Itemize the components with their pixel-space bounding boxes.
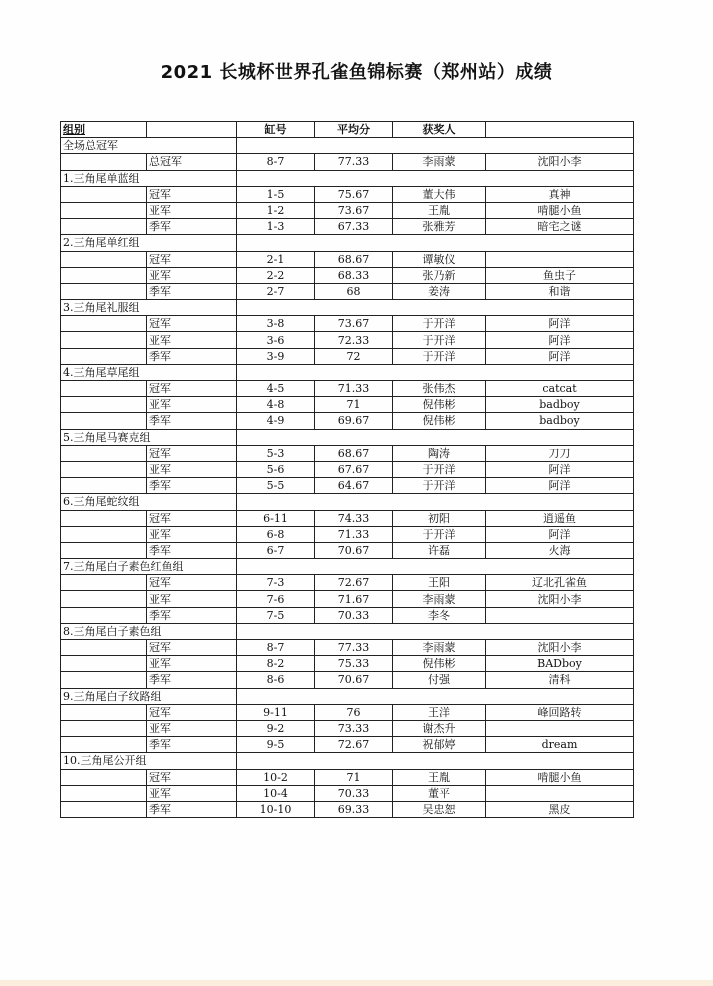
tank-cell: 9-2 <box>237 720 315 736</box>
winner-cell: 董平 <box>393 785 486 801</box>
avg-cell: 70.33 <box>315 607 393 623</box>
nickname-cell: 暗宅之谜 <box>486 219 634 235</box>
result-row <box>61 704 634 720</box>
result-row <box>61 381 634 397</box>
empty-cell <box>237 170 634 186</box>
rank-cell: 季军 <box>147 737 237 753</box>
winner-cell: 王胤 <box>393 202 486 218</box>
tank-cell: 10-10 <box>237 801 315 817</box>
nickname-cell <box>486 251 634 267</box>
nickname-cell: 啃腿小鱼 <box>486 202 634 218</box>
avg-cell: 67.33 <box>315 219 393 235</box>
winner-cell: 李冬 <box>393 607 486 623</box>
result-row <box>61 591 634 607</box>
winner-cell: 李雨蒙 <box>393 154 486 170</box>
empty-cell <box>61 769 147 785</box>
winner-cell: 谢杰升 <box>393 720 486 736</box>
empty-cell <box>61 478 147 494</box>
tank-cell: 6-7 <box>237 542 315 558</box>
result-row <box>61 672 634 688</box>
avg-cell: 72 <box>315 348 393 364</box>
tank-cell: 2-7 <box>237 283 315 299</box>
winner-cell: 王洋 <box>393 704 486 720</box>
result-row <box>61 526 634 542</box>
empty-cell <box>61 251 147 267</box>
result-row <box>61 478 634 494</box>
empty-cell <box>61 542 147 558</box>
avg-cell: 68.33 <box>315 267 393 283</box>
avg-cell: 64.67 <box>315 478 393 494</box>
group-title-row <box>61 753 634 769</box>
result-row <box>61 720 634 736</box>
header-tank: 缸号 <box>237 122 315 138</box>
winner-cell: 于开洋 <box>393 316 486 332</box>
result-row <box>61 202 634 218</box>
page-title: 2021 长城杯世界孔雀鱼锦标赛（郑州站）成绩 <box>160 62 553 83</box>
rank-cell: 冠军 <box>147 704 237 720</box>
avg-cell: 73.33 <box>315 720 393 736</box>
empty-cell <box>61 413 147 429</box>
overall-row <box>61 154 634 170</box>
rank-cell: 总冠军 <box>147 154 237 170</box>
empty-cell <box>237 623 634 639</box>
avg-cell: 77.33 <box>315 640 393 656</box>
avg-cell: 72.33 <box>315 332 393 348</box>
nickname-cell: 阿洋 <box>486 526 634 542</box>
nickname-cell: 黑皮 <box>486 801 634 817</box>
rank-cell: 季军 <box>147 348 237 364</box>
result-row <box>61 445 634 461</box>
nickname-cell: 清科 <box>486 672 634 688</box>
winner-cell: 李雨蒙 <box>393 640 486 656</box>
header-row <box>61 122 634 138</box>
winner-cell: 谭敏仪 <box>393 251 486 267</box>
avg-cell: 71 <box>315 769 393 785</box>
rank-cell: 冠军 <box>147 251 237 267</box>
empty-cell <box>61 510 147 526</box>
nickname-cell: 阿洋 <box>486 478 634 494</box>
rank-cell: 冠军 <box>147 769 237 785</box>
avg-cell: 71 <box>315 397 393 413</box>
tank-cell: 10-2 <box>237 769 315 785</box>
rank-cell: 亚军 <box>147 202 237 218</box>
result-row <box>61 656 634 672</box>
group-title: 2.三角尾单红组 <box>61 235 237 251</box>
rank-cell: 季军 <box>147 801 237 817</box>
avg-cell: 75.67 <box>315 186 393 202</box>
result-row <box>61 283 634 299</box>
tank-cell: 2-1 <box>237 251 315 267</box>
empty-cell <box>237 753 634 769</box>
empty-cell <box>61 704 147 720</box>
empty-cell <box>237 688 634 704</box>
overall-label: 全场总冠军 <box>61 138 237 154</box>
nickname-cell: 阿洋 <box>486 316 634 332</box>
nickname-cell <box>486 720 634 736</box>
avg-cell: 72.67 <box>315 737 393 753</box>
results-table <box>60 121 634 818</box>
group-title: 10.三角尾公开组 <box>61 753 237 769</box>
tank-cell: 1-2 <box>237 202 315 218</box>
winner-cell: 陶涛 <box>393 445 486 461</box>
bottom-strip <box>0 980 713 986</box>
nickname-cell: 火海 <box>486 542 634 558</box>
nickname-cell: 真神 <box>486 186 634 202</box>
winner-cell: 张雅芳 <box>393 219 486 235</box>
empty-cell <box>237 559 634 575</box>
rank-cell: 冠军 <box>147 381 237 397</box>
tank-cell: 6-8 <box>237 526 315 542</box>
group-title-row <box>61 170 634 186</box>
empty-cell <box>237 429 634 445</box>
tank-cell: 7-6 <box>237 591 315 607</box>
rank-cell: 季军 <box>147 672 237 688</box>
winner-cell: 王阳 <box>393 575 486 591</box>
winner-cell: 倪伟彬 <box>393 413 486 429</box>
result-row <box>61 510 634 526</box>
result-row <box>61 251 634 267</box>
group-title-row <box>61 688 634 704</box>
empty-cell <box>61 316 147 332</box>
avg-cell: 74.33 <box>315 510 393 526</box>
tank-cell: 4-8 <box>237 397 315 413</box>
header-group: 组别 <box>61 122 147 138</box>
tank-cell: 8-7 <box>237 154 315 170</box>
tank-cell: 4-5 <box>237 381 315 397</box>
nickname-cell: 阿洋 <box>486 348 634 364</box>
nickname-cell: 辽北孔雀鱼 <box>486 575 634 591</box>
group-title-row <box>61 235 634 251</box>
avg-cell: 73.67 <box>315 202 393 218</box>
empty-cell <box>61 348 147 364</box>
tank-cell: 9-5 <box>237 737 315 753</box>
result-row <box>61 267 634 283</box>
result-row <box>61 785 634 801</box>
nickname-cell: 阿洋 <box>486 332 634 348</box>
group-title-row <box>61 300 634 316</box>
avg-cell: 70.67 <box>315 672 393 688</box>
avg-cell: 70.67 <box>315 542 393 558</box>
empty-cell <box>237 364 634 380</box>
winner-cell: 于开洋 <box>393 461 486 477</box>
group-title: 8.三角尾白子素色组 <box>61 623 237 639</box>
nickname-cell: catcat <box>486 381 634 397</box>
empty-cell <box>61 720 147 736</box>
result-row <box>61 316 634 332</box>
tank-cell: 8-6 <box>237 672 315 688</box>
avg-cell: 68 <box>315 283 393 299</box>
group-title: 1.三角尾单蓝组 <box>61 170 237 186</box>
tank-cell: 3-6 <box>237 332 315 348</box>
avg-cell: 76 <box>315 704 393 720</box>
group-title: 3.三角尾礼服组 <box>61 300 237 316</box>
group-title-row <box>61 494 634 510</box>
avg-cell: 68.67 <box>315 445 393 461</box>
tank-cell: 3-9 <box>237 348 315 364</box>
header-empty <box>486 122 634 138</box>
winner-cell: 于开洋 <box>393 478 486 494</box>
empty-cell <box>61 186 147 202</box>
rank-cell: 亚军 <box>147 785 237 801</box>
nickname-cell: badboy <box>486 397 634 413</box>
empty-cell <box>237 300 634 316</box>
tank-cell: 3-8 <box>237 316 315 332</box>
winner-cell: 倪伟彬 <box>393 397 486 413</box>
group-title-row <box>61 559 634 575</box>
result-row <box>61 413 634 429</box>
rank-cell: 亚军 <box>147 591 237 607</box>
winner-cell: 付强 <box>393 672 486 688</box>
rank-cell: 季军 <box>147 542 237 558</box>
winner-cell: 于开洋 <box>393 332 486 348</box>
nickname-cell: BADboy <box>486 656 634 672</box>
result-row <box>61 801 634 817</box>
nickname-cell: 鱼虫子 <box>486 267 634 283</box>
group-title: 5.三角尾马赛克组 <box>61 429 237 445</box>
result-row <box>61 186 634 202</box>
empty-cell <box>61 202 147 218</box>
result-row <box>61 542 634 558</box>
result-row <box>61 640 634 656</box>
tank-cell: 1-5 <box>237 186 315 202</box>
empty-cell <box>61 283 147 299</box>
winner-cell: 王胤 <box>393 769 486 785</box>
result-row <box>61 607 634 623</box>
tank-cell: 8-7 <box>237 640 315 656</box>
winner-cell: 于开洋 <box>393 526 486 542</box>
group-title: 7.三角尾白子素色红鱼组 <box>61 559 237 575</box>
tank-cell: 5-5 <box>237 478 315 494</box>
rank-cell: 亚军 <box>147 397 237 413</box>
rank-cell: 季军 <box>147 607 237 623</box>
empty-cell <box>61 219 147 235</box>
result-row <box>61 397 634 413</box>
result-row <box>61 348 634 364</box>
rank-cell: 冠军 <box>147 640 237 656</box>
rank-cell: 季军 <box>147 478 237 494</box>
tank-cell: 9-11 <box>237 704 315 720</box>
empty-cell <box>237 138 634 154</box>
empty-cell <box>61 154 147 170</box>
winner-cell: 许磊 <box>393 542 486 558</box>
result-row <box>61 461 634 477</box>
nickname-cell: 啃腿小鱼 <box>486 769 634 785</box>
rank-cell: 季军 <box>147 219 237 235</box>
empty-cell <box>237 494 634 510</box>
avg-cell: 75.33 <box>315 656 393 672</box>
avg-cell: 71.33 <box>315 526 393 542</box>
empty-cell <box>61 737 147 753</box>
rank-cell: 冠军 <box>147 316 237 332</box>
empty-cell <box>61 332 147 348</box>
tank-cell: 1-3 <box>237 219 315 235</box>
result-row <box>61 219 634 235</box>
tank-cell: 2-2 <box>237 267 315 283</box>
group-title: 4.三角尾草尾组 <box>61 364 237 380</box>
empty-cell <box>237 235 634 251</box>
rank-cell: 季军 <box>147 283 237 299</box>
tank-cell: 7-3 <box>237 575 315 591</box>
rank-cell: 季军 <box>147 413 237 429</box>
empty-cell <box>61 607 147 623</box>
result-row <box>61 737 634 753</box>
empty-cell <box>61 640 147 656</box>
rank-cell: 冠军 <box>147 510 237 526</box>
group-title-row <box>61 623 634 639</box>
group-title: 9.三角尾白子纹路组 <box>61 688 237 704</box>
rank-cell: 亚军 <box>147 720 237 736</box>
empty-cell <box>61 785 147 801</box>
empty-cell <box>61 656 147 672</box>
rank-cell: 冠军 <box>147 445 237 461</box>
winner-cell: 倪伟彬 <box>393 656 486 672</box>
nickname-cell: 阿洋 <box>486 461 634 477</box>
winner-cell: 张乃新 <box>393 267 486 283</box>
tank-cell: 10-4 <box>237 785 315 801</box>
tank-cell: 5-6 <box>237 461 315 477</box>
empty-cell <box>61 267 147 283</box>
nickname-cell: 沈阳小李 <box>486 591 634 607</box>
tank-cell: 5-3 <box>237 445 315 461</box>
overall-title-row <box>61 138 634 154</box>
avg-cell: 69.67 <box>315 413 393 429</box>
empty-cell <box>61 445 147 461</box>
avg-cell: 71.67 <box>315 591 393 607</box>
rank-cell: 亚军 <box>147 656 237 672</box>
empty-cell <box>61 381 147 397</box>
rank-cell: 亚军 <box>147 267 237 283</box>
tank-cell: 6-11 <box>237 510 315 526</box>
winner-cell: 张伟杰 <box>393 381 486 397</box>
tank-cell: 7-5 <box>237 607 315 623</box>
nickname-cell: badboy <box>486 413 634 429</box>
header-winner: 获奖人 <box>393 122 486 138</box>
nickname-cell <box>486 785 634 801</box>
nickname-cell: 沈阳小李 <box>486 640 634 656</box>
avg-cell: 72.67 <box>315 575 393 591</box>
header-empty <box>147 122 237 138</box>
tank-cell: 4-9 <box>237 413 315 429</box>
avg-cell: 70.33 <box>315 785 393 801</box>
empty-cell <box>61 801 147 817</box>
nickname-cell: 逍遥鱼 <box>486 510 634 526</box>
group-title: 6.三角尾蛇纹组 <box>61 494 237 510</box>
avg-cell: 67.67 <box>315 461 393 477</box>
tank-cell: 8-2 <box>237 656 315 672</box>
rank-cell: 亚军 <box>147 332 237 348</box>
group-title-row <box>61 364 634 380</box>
winner-cell: 祝郁婷 <box>393 737 486 753</box>
empty-cell <box>61 461 147 477</box>
nickname-cell: 刀刀 <box>486 445 634 461</box>
empty-cell <box>61 591 147 607</box>
avg-cell: 71.33 <box>315 381 393 397</box>
avg-cell: 68.67 <box>315 251 393 267</box>
avg-cell: 73.67 <box>315 316 393 332</box>
nickname-cell: 峰回路转 <box>486 704 634 720</box>
rank-cell: 冠军 <box>147 575 237 591</box>
nickname-cell: dream <box>486 737 634 753</box>
empty-cell <box>61 526 147 542</box>
winner-cell: 李雨蒙 <box>393 591 486 607</box>
avg-cell: 69.33 <box>315 801 393 817</box>
result-row <box>61 769 634 785</box>
header-avg: 平均分 <box>315 122 393 138</box>
winner-cell: 董大伟 <box>393 186 486 202</box>
result-row <box>61 575 634 591</box>
winner-cell: 吴忠恕 <box>393 801 486 817</box>
rank-cell: 亚军 <box>147 526 237 542</box>
nickname-cell <box>486 607 634 623</box>
winner-cell: 于开洋 <box>393 348 486 364</box>
avg-cell: 77.33 <box>315 154 393 170</box>
result-row <box>61 332 634 348</box>
rank-cell: 亚军 <box>147 461 237 477</box>
rank-cell: 冠军 <box>147 186 237 202</box>
nickname-cell: 沈阳小李 <box>486 154 634 170</box>
nickname-cell: 和谐 <box>486 283 634 299</box>
winner-cell: 初阳 <box>393 510 486 526</box>
winner-cell: 姜涛 <box>393 283 486 299</box>
empty-cell <box>61 672 147 688</box>
empty-cell <box>61 575 147 591</box>
group-title-row <box>61 429 634 445</box>
empty-cell <box>61 397 147 413</box>
